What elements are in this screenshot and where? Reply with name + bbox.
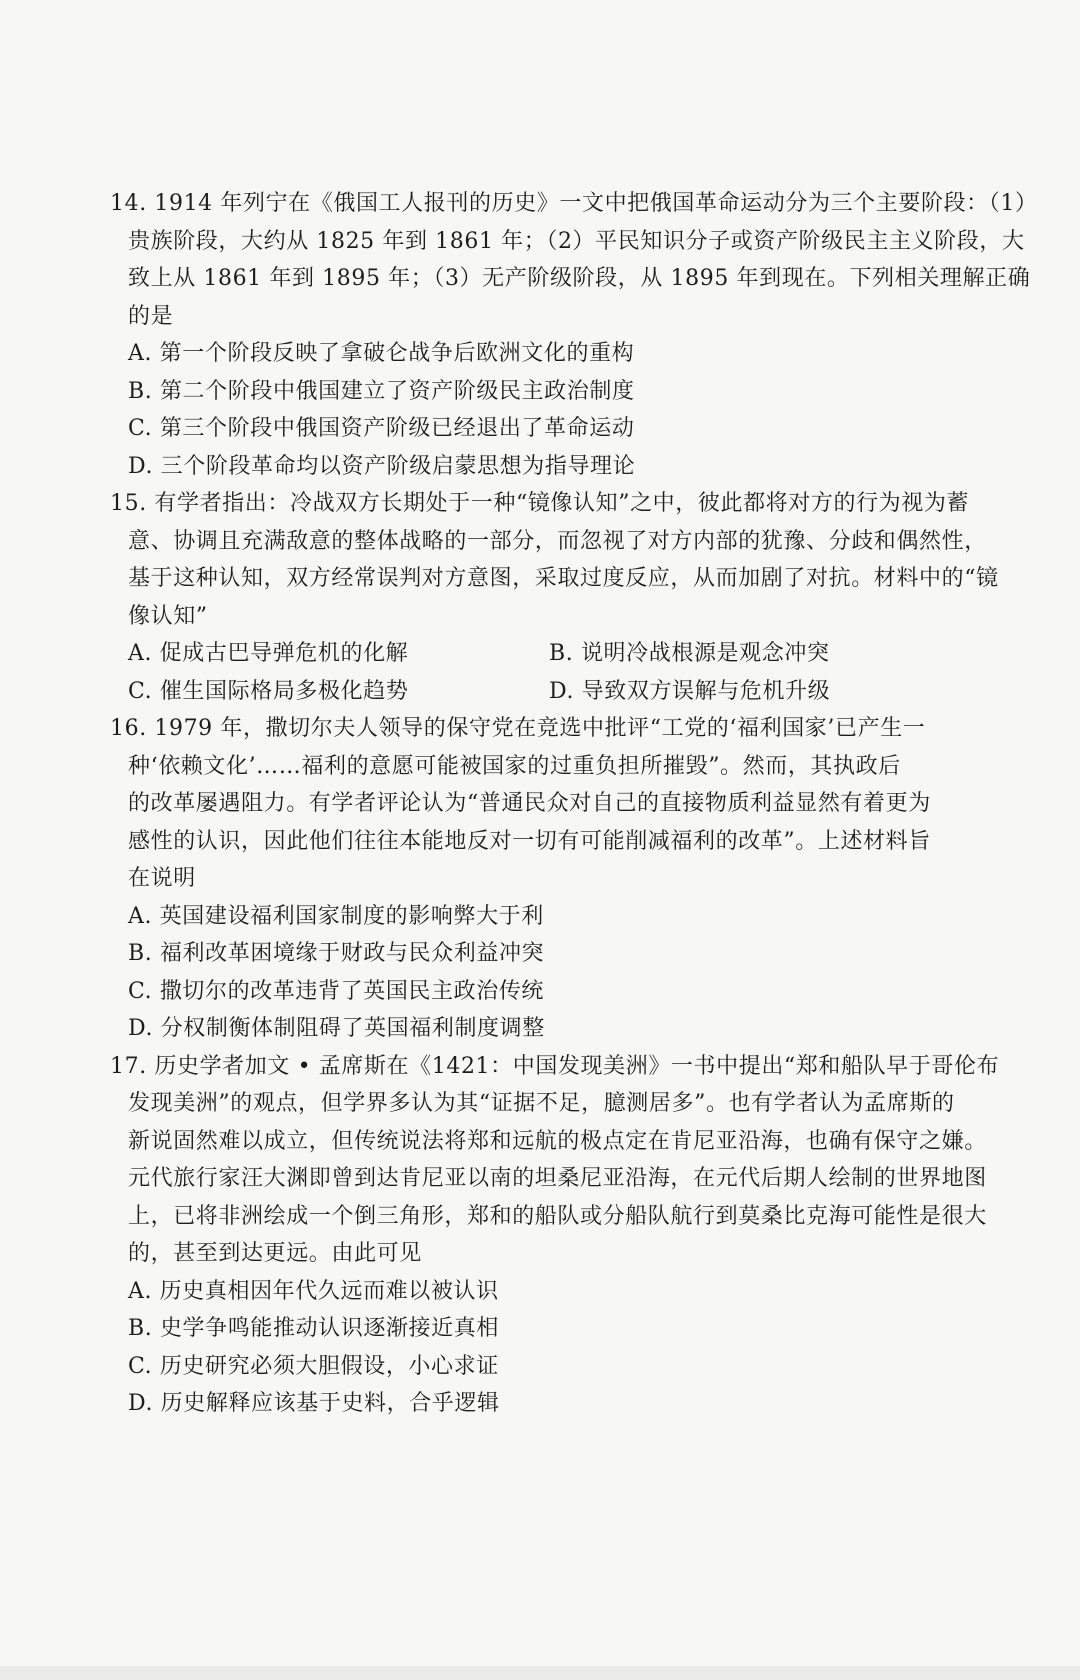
question-14-stem-line: 的是 bbox=[128, 303, 174, 329]
question-15-option-c: C. 催生国际格局多极化趋势 bbox=[128, 678, 409, 704]
question-16 bbox=[110, 710, 970, 1048]
question-15-stem-line: 15. 有学者指出：冷战双方长期处于一种“镜像认知”之中，彼此都将对方的行为视为蓄 bbox=[110, 491, 970, 516]
question-16-option-c: C. 撒切尔的改革违背了英国民主政治传统 bbox=[128, 978, 545, 1004]
question-15-option-a: A. 促成古巴导弹危机的化解 bbox=[128, 641, 409, 666]
question-14-stem-line: 致上从 1861 年到 1895 年；（3）无产阶级阶段，从 1895 年到现在。下列相关理解正确 bbox=[128, 266, 1031, 291]
question-17-stem-line: 上，已将非洲绘成一个倒三角形，郑和的船队或分船队航行到莫桑比克海可能性是很大 bbox=[128, 1203, 987, 1229]
question-15-stem-line: 意、协调且充满敌意的整体战略的一部分，而忽视了对方内部的犹豫、分歧和偶然性， bbox=[128, 528, 987, 554]
question-14-option-b: B. 第二个阶段中俄国建立了资产阶级民主政治制度 bbox=[128, 378, 635, 404]
question-16-option-d: D. 分权制衡体制阻碍了英国福利制度调整 bbox=[128, 1016, 545, 1041]
question-17-stem-line: 新说固然难以成立，但传统说法将郑和远航的极点定在肯尼亚沿海，也确有保守之嫌。 bbox=[128, 1128, 987, 1154]
question-15-stem-line: 像认知” bbox=[128, 603, 208, 629]
question-17-option-a: A. 历史真相因年代久远而难以被认识 bbox=[128, 1278, 499, 1304]
question-list bbox=[110, 185, 1038, 1423]
question-15-options-row-2 bbox=[110, 673, 970, 711]
question-16-option-b: B. 福利改革困境缘于财政与民众利益冲突 bbox=[128, 941, 545, 966]
question-14-stem-line: 贵族阶段，大约从 1825 年到 1861 年；（2）平民知识分子或资产阶级民主主义阶段，大 bbox=[128, 228, 1025, 254]
question-17 bbox=[110, 1048, 1000, 1423]
question-16-option-a: A. 英国建设福利国家制度的影响弊大于利 bbox=[128, 903, 544, 929]
question-15-option-b: B. 说明冷战根源是观念冲突 bbox=[549, 641, 830, 666]
question-15-options-row-1 bbox=[110, 635, 970, 673]
question-17-option-d: D. 历史解释应该基于史料，合乎逻辑 bbox=[128, 1391, 500, 1416]
question-16-stem-line: 感性的认识，因此他们往往本能地反对一切有可能削减福利的改革”。上述材料旨 bbox=[128, 828, 931, 854]
question-16-stem-line: 种‘依赖文化’……福利的意愿可能被国家的过重负担所摧毁”。然而，其执政后 bbox=[128, 753, 901, 779]
question-15 bbox=[110, 485, 999, 710]
question-14-option-d: D. 三个阶段革命均以资产阶级启蒙思想为指导理论 bbox=[128, 453, 636, 479]
question-17-option-c: C. 历史研究必须大胆假设，小心求证 bbox=[128, 1353, 499, 1379]
question-14-option-c: C. 第三个阶段中俄国资产阶级已经退出了革命运动 bbox=[128, 416, 635, 441]
question-14 bbox=[110, 185, 1038, 485]
page-bottom-edge bbox=[0, 1666, 1080, 1680]
question-14-stem-line: 14. 1914 年列宁在《俄国工人报刊的历史》一文中把俄国革命运动分为三个主要阶段：（1） bbox=[110, 191, 1038, 216]
question-17-stem-line: 发现美洲”的观点，但学界多认为其“证据不足，臆测居多”。也有学者认为孟席斯的 bbox=[128, 1091, 955, 1116]
question-17-stem-line: 17. 历史学者加文 • 孟席斯在《1421：中国发现美洲》一书中提出“郑和船队早于哥伦布 bbox=[110, 1053, 1000, 1079]
question-15-option-d: D. 导致双方误解与危机升级 bbox=[549, 678, 831, 704]
question-16-stem-line: 16. 1979 年，撒切尔夫人领导的保守党在竞选中批评“工党的‘福利国家’已产生一 bbox=[110, 716, 926, 741]
question-15-stem-line: 基于这种认知，双方经常误判对方意图，采取过度反应，从而加剧了对抗。材料中的“镜 bbox=[128, 566, 999, 591]
question-17-option-b: B. 史学争鸣能推动认识逐渐接近真相 bbox=[128, 1316, 499, 1341]
question-17-stem-line: 的，甚至到达更远。由此可见 bbox=[128, 1241, 422, 1266]
question-16-stem-line: 的改革屡遇阻力。有学者评论认为“普通民众对自己的直接物质利益显然有着更为 bbox=[128, 791, 931, 816]
question-16-stem-line: 在说明 bbox=[128, 866, 196, 891]
question-14-option-a: A. 第一个阶段反映了拿破仑战争后欧洲文化的重构 bbox=[128, 341, 635, 366]
question-17-stem-line: 元代旅行家汪大渊即曾到达肯尼亚以南的坦桑尼亚沿海，在元代后期人绘制的世界地图 bbox=[128, 1166, 987, 1191]
